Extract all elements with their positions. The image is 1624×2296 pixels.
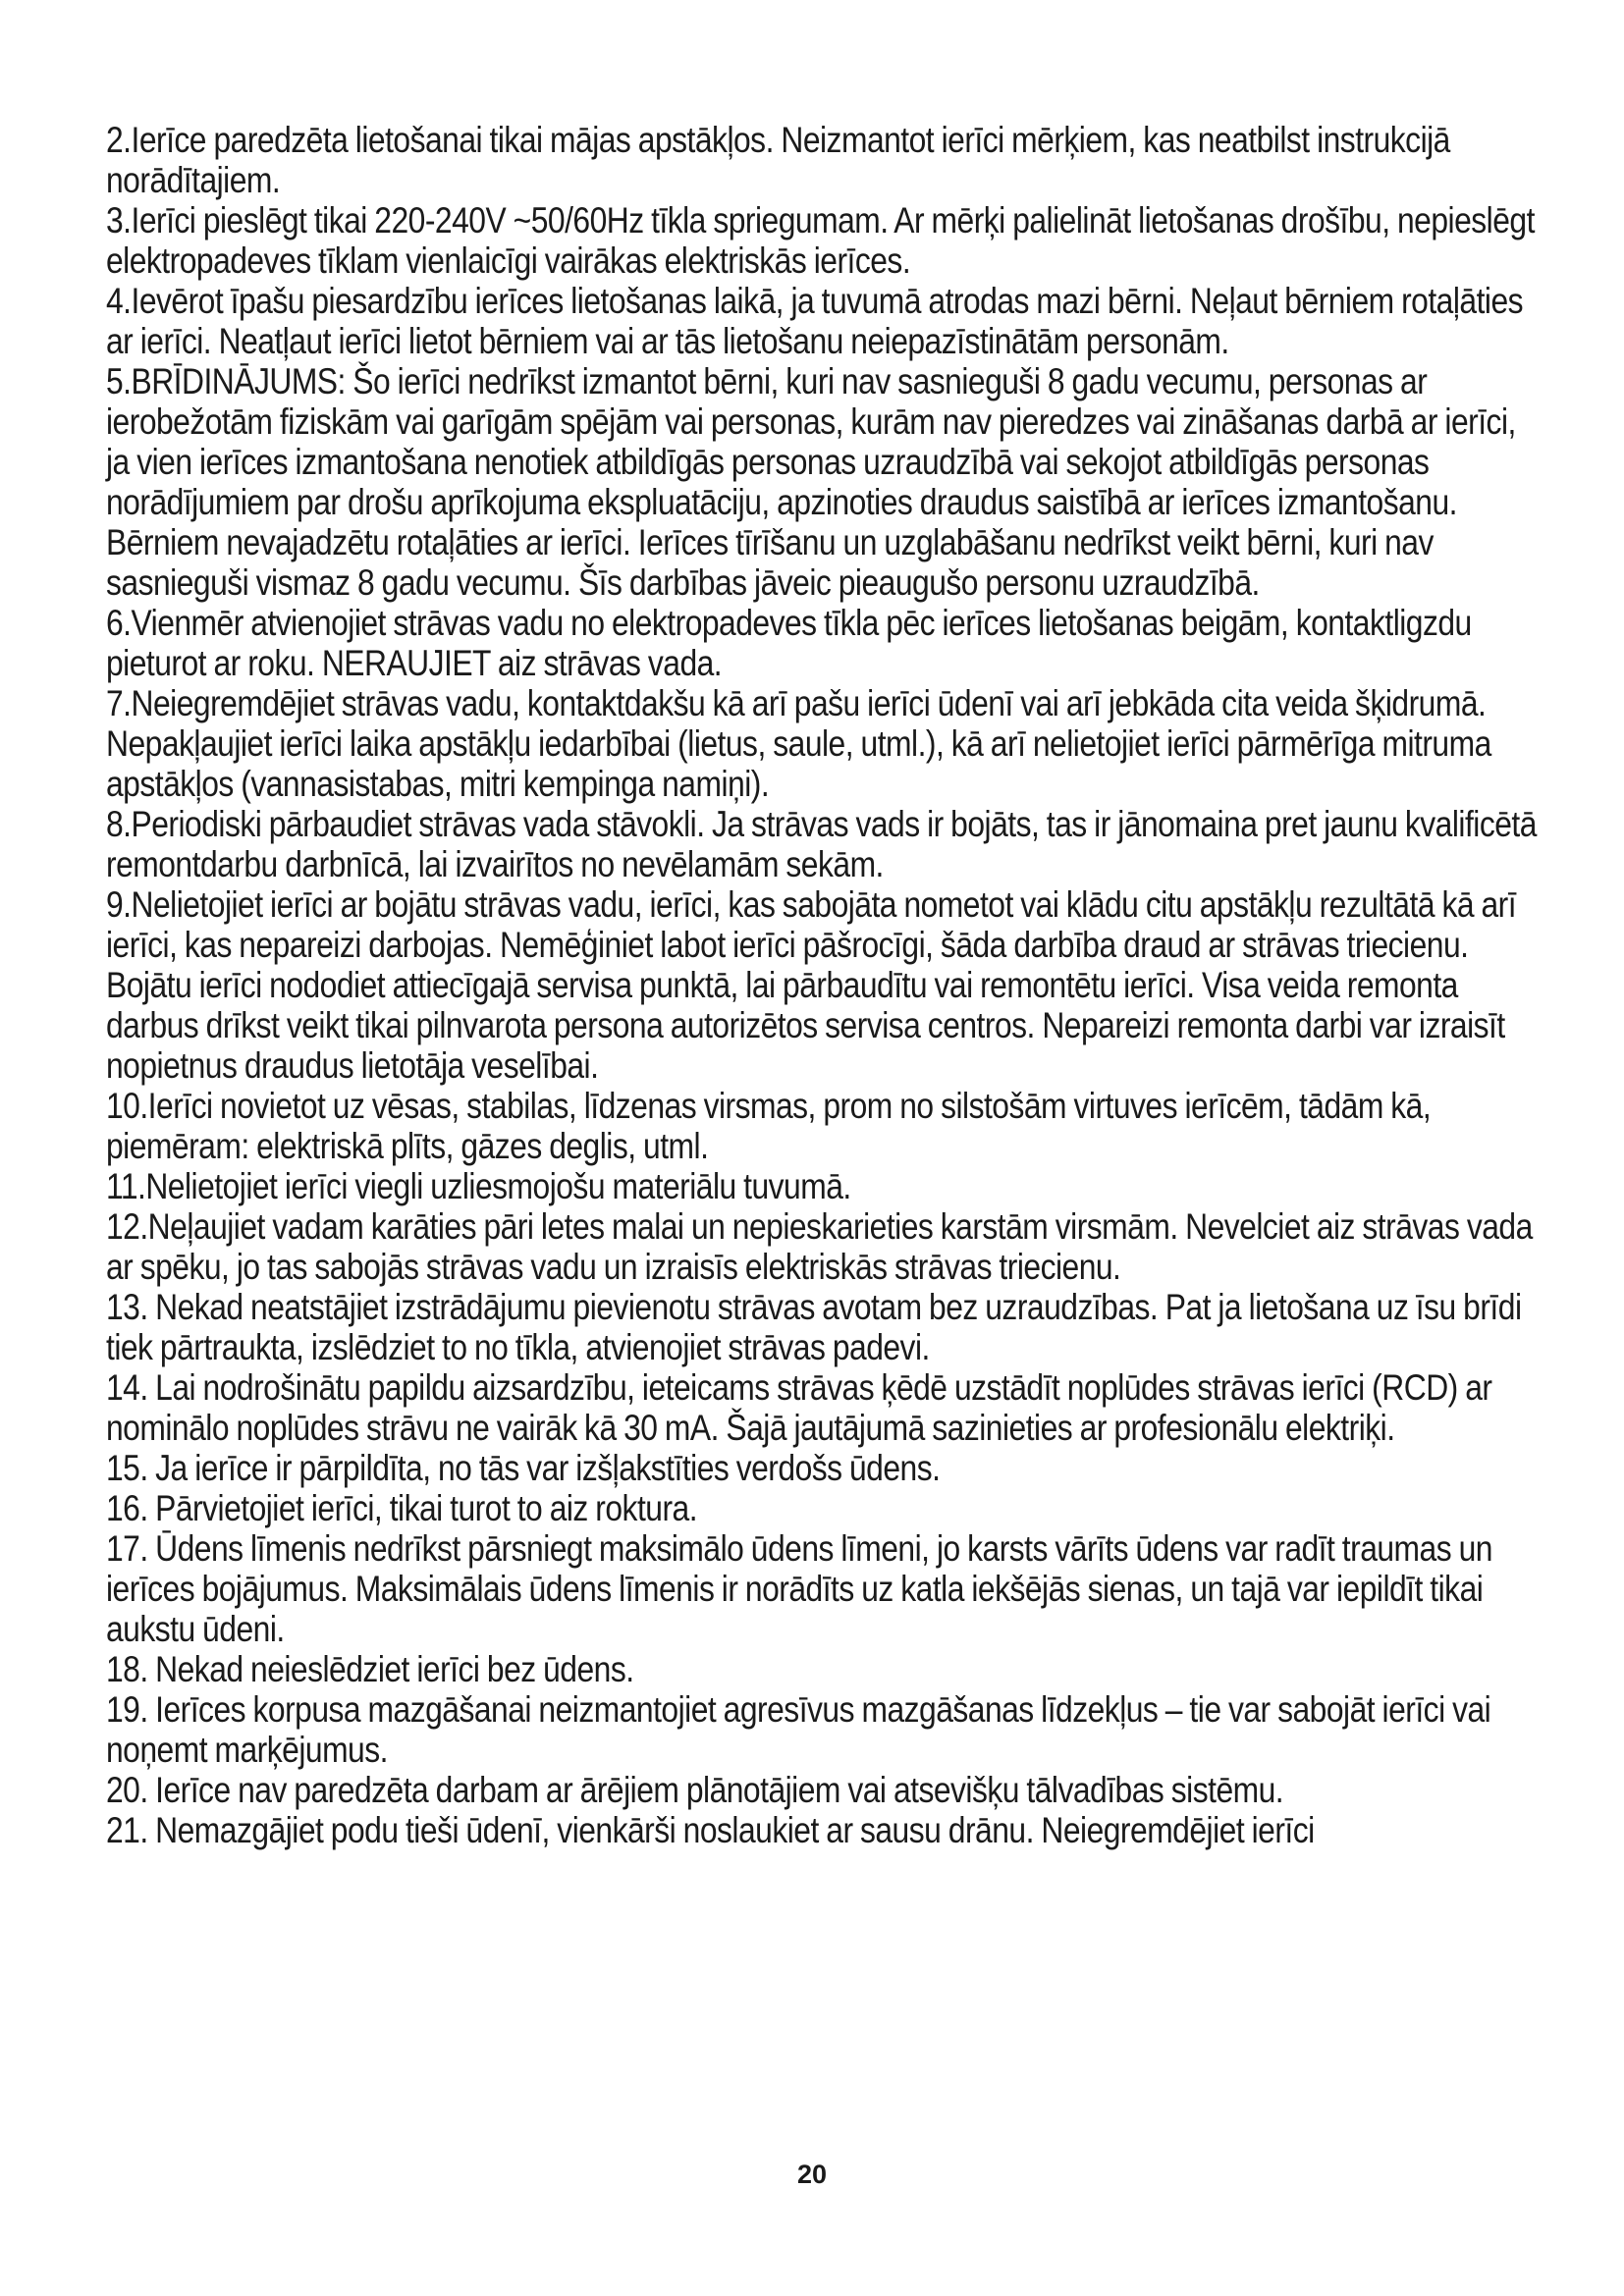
instruction-item-10: 10.Ierīci novietot uz vēsas, stabilas, līdzenas virsmas, prom no silstošām virtuves ierīcēm, tādām kā, piemēram: elektriskā plīts, gāzes deglis, utml. <box>106 1086 1432 1166</box>
instruction-item-17: 17. Ūdens līmenis nedrīkst pārsniegt maksimālo ūdens līmeni, jo karsts vārīts ūdens var radīt traumas un ierīces bojājumus. Maksimālais ūdens līmenis ir norādīts uz katla iekšējās sienas, un tajā var iepildīt tikai aukstu ūdeni. <box>106 1528 1492 1649</box>
instruction-item-18: 18. Nekad neieslēdziet ierīci bez ūdens. <box>106 1649 634 1689</box>
instruction-item-21: 21. Nemazgājiet podu tieši ūdenī, vienkārši noslaukiet ar sausu drānu. Neiegremdējiet ierīci <box>106 1810 1315 1850</box>
instruction-item-4: 4.Ievērot īpašu piesardzību ierīces lietošanas laikā, ja tuvumā atrodas mazi bērni. Neļaut bērniem rotaļāties ar ierīci. Neatļaut ierīci lietot bērniem vai ar tās lietošanu neiepazīstinātām personām. <box>106 281 1524 361</box>
instruction-item-14: 14. Lai nodrošinātu papildu aizsardzību, ieteicams strāvas ķēdē uzstādīt noplūdes strāvas ierīci (RCD) ar nominālo noplūdes strāvu ne vairāk kā 30 mA. Šajā jautājumā sazinieties ar profesionālu elektriķi. <box>106 1367 1492 1448</box>
instruction-item-12: 12.Neļaujiet vadam karāties pāri letes malai un nepieskarieties karstām virsmām. Nevelciet aiz strāvas vada ar spēku, jo tas sabojās strāvas vadu un izraisīs elektriskās strāvas triecienu. <box>106 1206 1533 1287</box>
instruction-item-11: 11.Nelietojiet ierīci viegli uzliesmojošu materiālu tuvumā. <box>106 1166 851 1206</box>
page-number: 20 <box>796 2160 828 2189</box>
instruction-item-15: 15. Ja ierīce ir pārpildīta, no tās var izšļakstīties verdošs ūdens. <box>106 1448 941 1488</box>
instruction-item-6: 6.Vienmēr atvienojiet strāvas vadu no elektropadeves tīkla pēc ierīces lietošanas beigām, kontaktligzdu pieturot ar roku. NERAUJIET aiz strāvas vada. <box>106 603 1472 683</box>
instruction-item-16: 16. Pārvietojiet ierīci, tikai turot to aiz roktura. <box>106 1488 698 1528</box>
instruction-item-5-warning: 5.BRĪDINĀJUMS: Šo ierīci nedrīkst izmantot bērni, kuri nav sasnieguši 8 gadu vecumu, personas ar ierobežotām fiziskām vai garīgām spējām vai personas, kurām nav pieredzes vai zināšanas darbā ar ierīci, ja vien ierīces izmantošana nenotiek atbildīgās personas uzraudzībā vai sekojot atbildīgās personas norādījumiem par drošu aprīkojuma ekspluatāciju, apzinoties draudus saistībā ar ierīces izmantošanu. Bērniem nevajadzētu rotaļāties ar ierīci. Ierīces tīrīšanu un uzglabāšanu nedrīkst veikt bērni, kuri nav sasnieguši vismaz 8 gadu vecumu. Šīs darbības jāveic pieaugušo personu uzraudzībā. <box>106 361 1516 603</box>
instruction-item-19: 19. Ierīces korpusa mazgāšanai neizmantojiet agresīvus mazgāšanas līdzekļus – tie var sabojāt ierīci vai noņemt marķējumus. <box>106 1689 1491 1770</box>
instruction-item-9: 9.Nelietojiet ierīci ar bojātu strāvas vadu, ierīci, kas sabojāta nometot vai klādu citu apstākļu rezultātā kā arī ierīci, kas nepareizi darbojas. Nemēģiniet labot ierīci pāšrocīgi, šāda darbība draud ar strāvas triecienu. Bojātu ierīci nododiet attiecīgajā servisa punktā, lai pārbaudītu vai remontētu ierīci. Visa veida remonta darbus drīkst veikt tikai pilnvarota persona autorizētos servisa centros. Nepareizi remonta darbi var izraisīt nopietnus draudus lietotāja veselībai. <box>106 884 1517 1086</box>
instruction-item-3: 3.Ierīci pieslēgt tikai 220-240V ~50/60Hz tīkla spriegumam. Ar mērķi palielināt lietošanas drošību, nepieslēgt elektropadeves tīklam vienlaicīgi vairākas elektriskās ierīces. <box>106 200 1535 281</box>
instruction-item-7: 7.Neiegremdējiet strāvas vadu, kontaktdakšu kā arī pašu ierīci ūdenī vai arī jebkāda cita veida šķidrumā. Nepakļaujiet ierīci laika apstākļu iedarbībai (lietus, saule, utml.), kā arī nelietojiet ierīci pārmērīga mitruma apstākļos (vannasistabas, mitri kempinga namiņi). <box>106 683 1491 804</box>
instruction-item-13: 13. Nekad neatstājiet izstrādājumu pievienotu strāvas avotam bez uzraudzības. Pat ja lietošana uz īsu brīdi tiek pārtraukta, izslēdziet to no tīkla, atvienojiet strāvas padevi. <box>106 1287 1522 1367</box>
instruction-item-2: 2.Ierīce paredzēta lietošanai tikai mājas apstākļos. Neizmantot ierīci mērķiem, kas neatbilst instrukcijā norādītajiem. <box>106 120 1450 200</box>
instruction-text-body <box>106 120 1540 1850</box>
instruction-item-20: 20. Ierīce nav paredzēta darbam ar ārējiem plānotājiem vai atsevišķu tālvadības sistēmu. <box>106 1770 1284 1810</box>
instruction-item-8: 8.Periodiski pārbaudiet strāvas vada stāvokli. Ja strāvas vads ir bojāts, tas ir jānomaina pret jaunu kvalificētā remontdarbu darbnīcā, lai izvairītos no nevēlamām sekām. <box>106 804 1537 884</box>
